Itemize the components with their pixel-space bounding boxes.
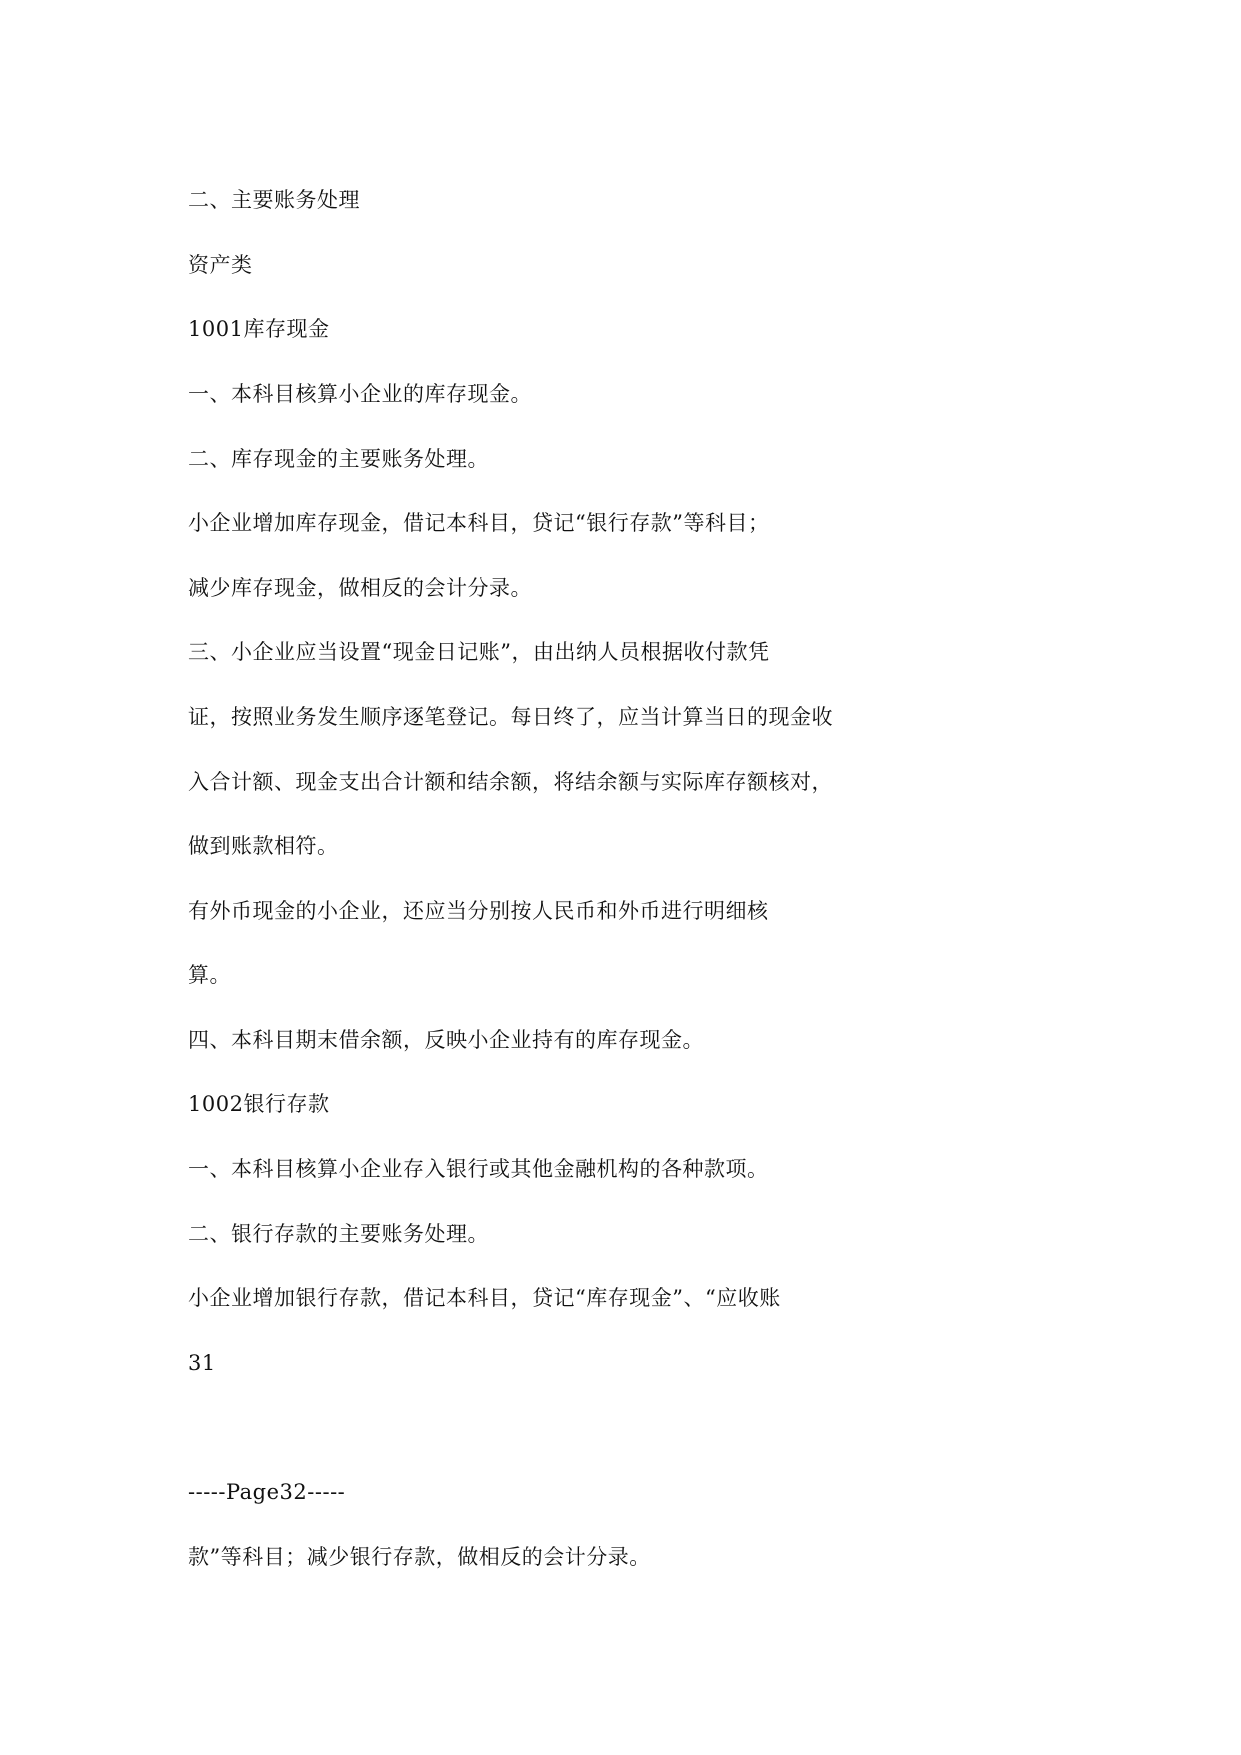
text-line: 一、本科目核算小企业的库存现金。 bbox=[188, 382, 532, 406]
text-line: 小企业增加银行存款，借记本科目，贷记“库存现金”、“应收账 bbox=[188, 1286, 781, 1310]
text-line: 1002银行存款 bbox=[188, 1092, 330, 1116]
text-line: 款”等科目；减少银行存款，做相反的会计分录。 bbox=[188, 1545, 651, 1569]
text-line: 减少库存现金，做相反的会计分录。 bbox=[188, 576, 532, 600]
text-line: 做到账款相符。 bbox=[188, 834, 339, 858]
text-line: 二、主要账务处理 bbox=[188, 188, 360, 212]
page-number: 31 bbox=[188, 1351, 216, 1375]
text-line: 算。 bbox=[188, 963, 231, 987]
text-line: 一、本科目核算小企业存入银行或其他金融机构的各种款项。 bbox=[188, 1157, 769, 1181]
text-line: 二、库存现金的主要账务处理。 bbox=[188, 447, 489, 471]
text-line: 证，按照业务发生顺序逐笔登记。每日终了，应当计算当日的现金收 bbox=[188, 705, 833, 729]
text-line: 资产类 bbox=[188, 253, 253, 277]
page-marker: -----Page32----- bbox=[188, 1480, 346, 1504]
text-line: 二、银行存款的主要账务处理。 bbox=[188, 1222, 489, 1246]
text-line: 三、小企业应当设置“现金日记账”，由出纳人员根据收付款凭 bbox=[188, 640, 770, 664]
text-line: 1001库存现金 bbox=[188, 317, 330, 341]
text-line: 四、本科目期末借余额，反映小企业持有的库存现金。 bbox=[188, 1028, 704, 1052]
text-line: 入合计额、现金支出合计额和结余额，将结余额与实际库存额核对， bbox=[188, 770, 833, 794]
text-line: 有外币现金的小企业，还应当分别按人民币和外币进行明细核 bbox=[188, 899, 769, 923]
text-line: 小企业增加库存现金，借记本科目，贷记“银行存款”等科目； bbox=[188, 511, 770, 535]
